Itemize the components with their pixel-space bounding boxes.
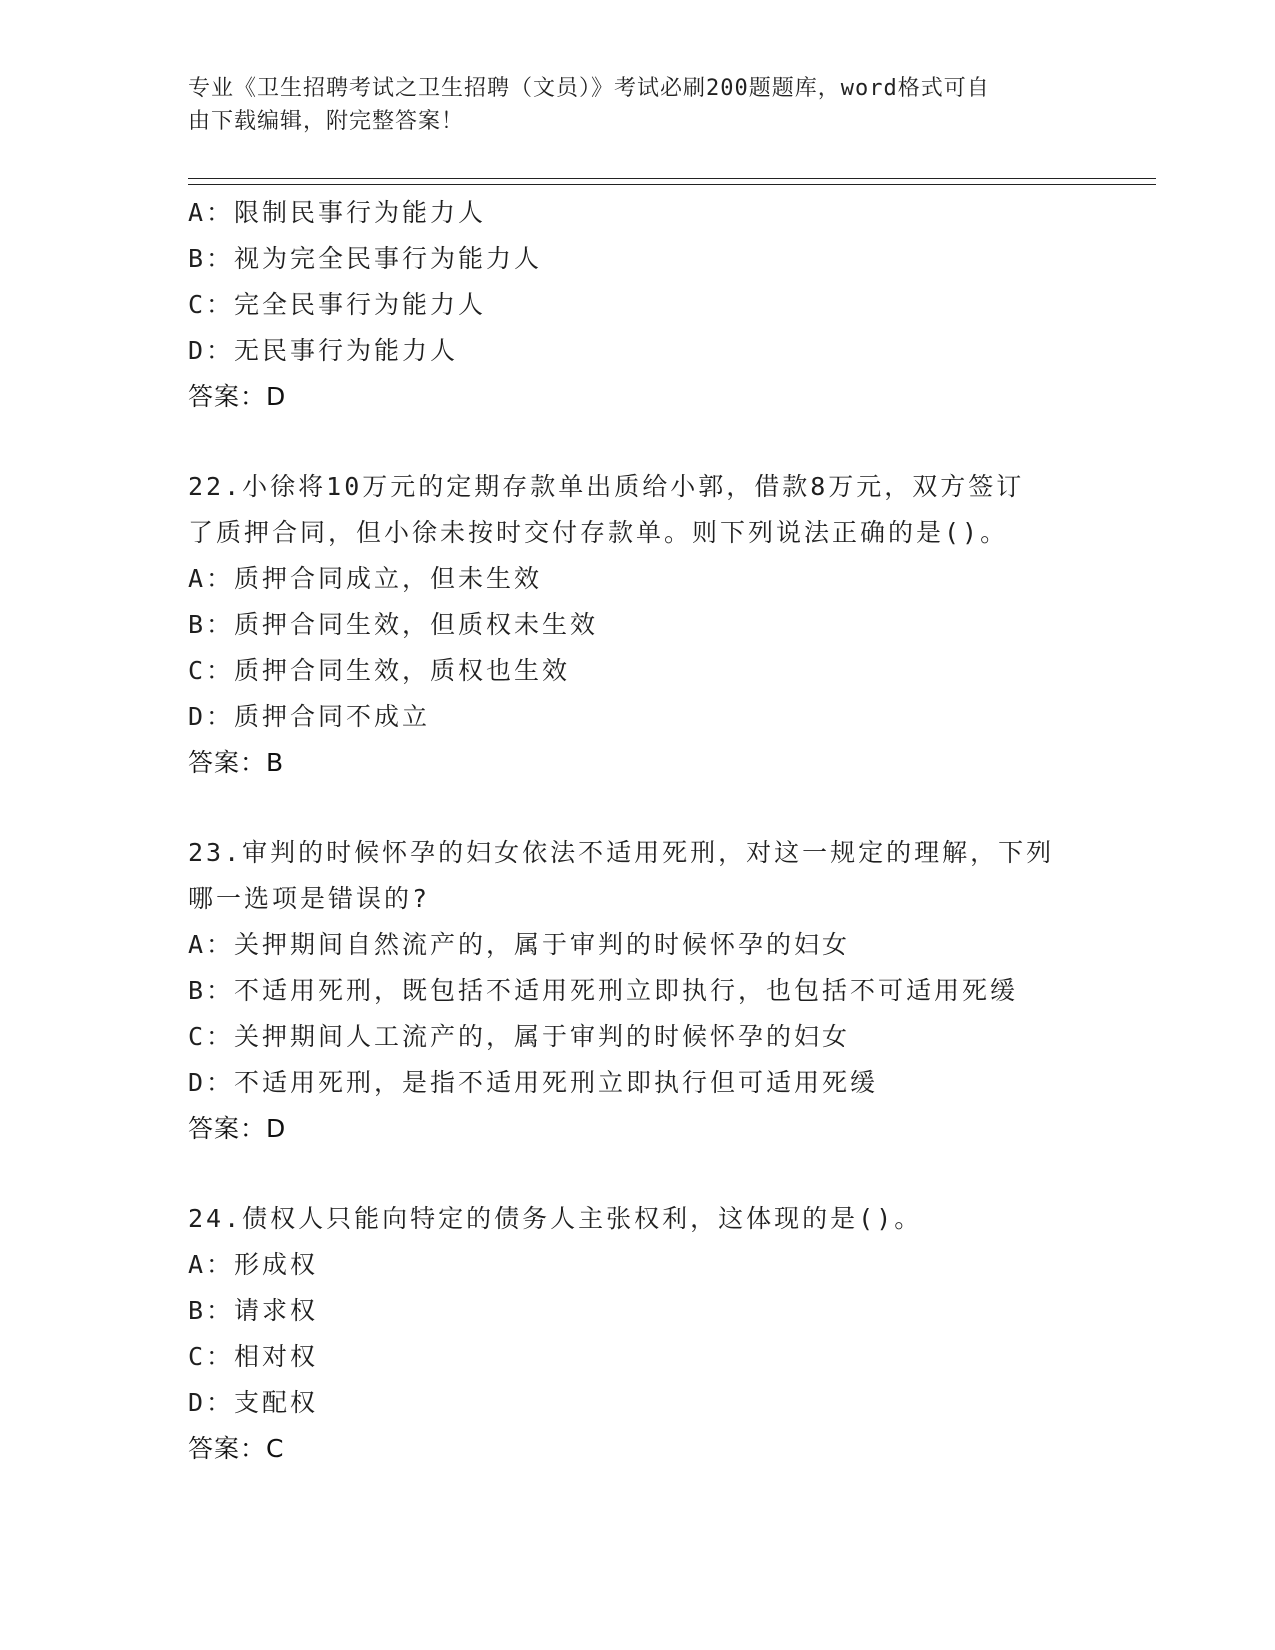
option-b: B：请求权 — [188, 1296, 319, 1325]
option-c: C：相对权 — [188, 1342, 319, 1371]
document-header — [188, 72, 1088, 138]
option-a: A：质押合同成立，但未生效 — [188, 564, 543, 593]
spacer — [188, 1152, 1148, 1196]
header-divider-top — [188, 178, 1156, 179]
question-21-continuation — [188, 190, 1148, 420]
question-stem-line: 22.小徐将10万元的定期存款单出质给小郭，借款8万元，双方签订 — [188, 472, 1025, 501]
header-line-1: 专业《卫生招聘考试之卫生招聘（文员）》考试必刷200题题库，word格式可自 — [188, 76, 990, 101]
answer-line: 答案：D — [188, 382, 287, 411]
option-a: A：关押期间自然流产的，属于审判的时候怀孕的妇女 — [188, 930, 851, 959]
question-stem-line: 23.审判的时候怀孕的妇女依法不适用死刑，对这一规定的理解，下列 — [188, 838, 1055, 867]
spacer — [188, 786, 1148, 830]
answer-line: 答案：D — [188, 1114, 287, 1143]
option-c: C：关押期间人工流产的，属于审判的时候怀孕的妇女 — [188, 1022, 851, 1051]
question-stem-line: 了质押合同，但小徐未按时交付存款单。则下列说法正确的是()。 — [188, 518, 1009, 547]
question-24 — [188, 1196, 1148, 1472]
header-divider-bottom — [188, 184, 1156, 185]
option-d: D：支配权 — [188, 1388, 319, 1417]
question-stem-line: 24.债权人只能向特定的债务人主张权利，这体现的是()。 — [188, 1204, 923, 1233]
option-b: B：视为完全民事行为能力人 — [188, 244, 543, 273]
option-a: A：形成权 — [188, 1250, 319, 1279]
option-d: D：质押合同不成立 — [188, 702, 431, 731]
option-b: B：不适用死刑，既包括不适用死刑立即执行，也包括不可适用死缓 — [188, 976, 1019, 1005]
question-22 — [188, 464, 1148, 786]
header-line-2: 由下载编辑，附完整答案！ — [188, 109, 465, 134]
question-23 — [188, 830, 1148, 1152]
option-c: C：质押合同生效，质权也生效 — [188, 656, 571, 685]
option-a: A：限制民事行为能力人 — [188, 198, 487, 227]
option-d: D：无民事行为能力人 — [188, 336, 459, 365]
option-c: C：完全民事行为能力人 — [188, 290, 487, 319]
spacer — [188, 420, 1148, 464]
answer-line: 答案：B — [188, 748, 285, 777]
option-d: D：不适用死刑，是指不适用死刑立即执行但可适用死缓 — [188, 1068, 879, 1097]
question-stem-line: 哪一选项是错误的? — [188, 884, 431, 913]
document-body — [188, 190, 1148, 1472]
option-b: B：质押合同生效，但质权未生效 — [188, 610, 599, 639]
answer-line: 答案：C — [188, 1434, 285, 1463]
